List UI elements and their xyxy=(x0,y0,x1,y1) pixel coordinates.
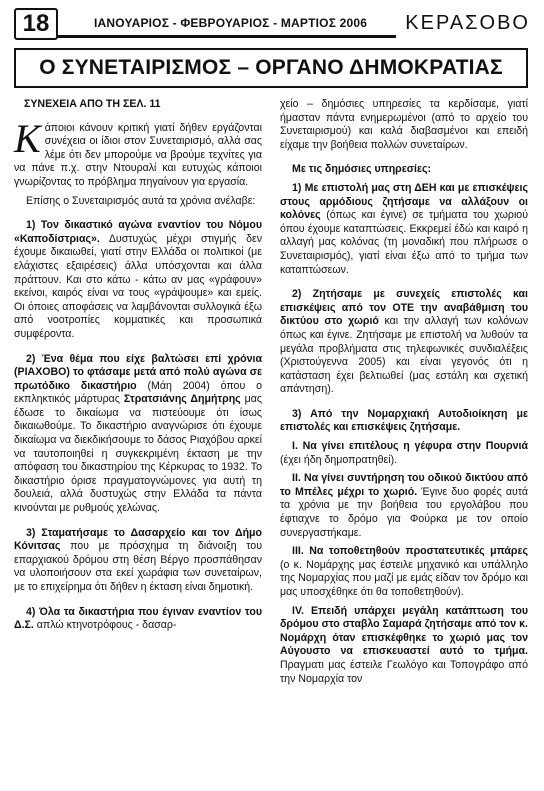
paragraph: ΙΙΙ. Να τοποθετηθούν προστατευτικές μπάρες (ο κ. Νομάρχης μας έστειλε μηχανικό και υπάλληλο της Νομαρχίας που μαζί με εμάς είδαν τον δρόμο και μας υποσχέθηκε ότι θα τοποθετηθούν). xyxy=(280,545,528,598)
publication-name: ΚΕΡΑΣΟΒΟ xyxy=(405,12,530,34)
left-column xyxy=(14,98,262,638)
subheading: Με τις δημόσιες υπηρεσίες: xyxy=(292,163,432,176)
drop-cap: Κ xyxy=(14,115,41,161)
header-rule xyxy=(58,35,396,38)
paragraph: 4) Όλα τα δικαστήρια που έγιναν εναντίον του Δ.Σ. απλώ κτηνοτρόφους - δασαρ- xyxy=(14,605,262,632)
paragraph: Ι. Να γίνει επιτέλους η γέφυρα στην Πουρνιά (έχει ήδη δημοπρατηθεί). xyxy=(280,440,528,466)
paragraph: 2) Ζητήσαμε με συνεχείς επιστολές και επισκέψεις από τον ΟΤΕ την αναβάθμιση του δικτύου στο χωριό και την αλλαγή των κολόνων όπως και έγινε. Ζητήσαμε με επιστολή να λυθούν τα μεγάλα προβλήματα στις τηλεφωνικές συνδιαλέξεις (Χριστούγεννα 2005) και είναι γεγονός ότι η κατάσταση έχει βελτιωθεί (μας εστάλη και σχετική απάντηση). xyxy=(280,288,529,396)
paragraph: 2) Ένα θέμα που είχε βαλτώσει επί χρόνια (ΡΙΑΧΟΒΟ) το φτάσαμε μετά από πολύ αγώνα σε πρωτόδικο δικαστήριο (Μάη 2004) όπου ο εκπληκτικός μάρτυρας Στρατσιάνης Δημήτρης μας έδωσε το δικαίωμα να πιστεύουμε ότι ίσως δικαιωθούμε. Το δικαστήριο αναγνώρισε ότι έχουμε δικαίωμα να διεκδικήσουμε το δάσος Ριαχόβου αρκεί να ταυτοποιηθεί η συγκεκριμένη έκταση με την απόφαση του δικαστηρίου της Κέρκυρας το 1932. Το δικαστήριο όρισε πραγματογνώμονες για αυτή τη δουλειά, αλλά δυστυχώς στην Ελλάδα τα πάντα κινούνται με ρυθμούς χελώνας. xyxy=(14,352,263,515)
page-header xyxy=(14,8,536,38)
intro-paragraph: Κάποιοι κάνουν κριτική γιατί δήθεν εργάζονται συνέχεια οι ίδιοι στον Συνεταιρισμό, αλλά σας λέμε ότι δεν μπορούμε να βρούμε τεχνίτες για να πάνε π.χ. στην Ντουραλί και ευτυχώς κάποιοι γνωρίζοντας το πρόβλημα πηγαίνουν για εργασία. xyxy=(14,115,262,188)
issue-date: ΙΑΝΟΥΑΡΙΟΣ - ΦΕΒΡΟΥΑΡΙΟΣ - ΜΑΡΤΙΟΣ 2006 xyxy=(94,16,368,30)
article-title: Ο ΣΥΝΕΤΑΙΡΙΣΜΟΣ – ΟΡΓΑΝΟ ΔΗΜΟΚΡΑΤΙΑΣ xyxy=(39,56,503,79)
paragraph: 3) Σταματήσαμε το Δασαρχείο και τον Δήμο Κόνιτσας που με πρόσχημα τη διάνοιξη του επαρχιακού δρόμου στη θέση Βέργο προσπάθησαν να υλοποιήσουν στα εκεί χωράφια των συνεταίρων, με το επιχείρημα ότι δήθεν η έκταση είναι δημοτική. xyxy=(14,526,262,593)
paragraph: Επίσης ο Συνεταιρισμός αυτά τα χρόνια ανέλαβε: xyxy=(26,194,256,207)
continuation-note: ΣΥΝΕΧΕΙΑ ΑΠΟ ΤΗ ΣΕΛ. 11 xyxy=(24,98,161,110)
paragraph: 3) Από την Νομαρχιακή Αυτοδιοίκηση με επιστολές και επισκέψεις ζητήσαμε. xyxy=(280,407,528,434)
paragraph: χείο – δημόσιες υπηρεσίες τα κερδίσαμε, γιατί ήμασταν πάντα ενημερωμένοι (από το αρχείο του Συνεταιρισμού) και καλά διαβασμένοι και επειδή είχαμε την βοήθεια πολλών συνεταίρων. xyxy=(280,98,528,151)
paragraph: 1) Τον δικαστικό αγώνα εναντίον του Νόμου «Καποδίστριας». Δυστυχώς μέχρι στιγμής δεν έχουμε δικαιωθεί, γιατί στην Ελλάδα οι πολιτικοί (με ελάχιστες εξαιρέσεις) άλλα υπόσχονται και άλλα πράττουν. Και στο κάτω - κάτω αν μας «γράφουν» εκείνοι, καιρός είναι να τους «γράψουμε» και εμείς. Οι όποιες αποφάσεις να λαμβάνονται συλλογικά έξω από νοοτροπίες κομματικές και προσωπικά συμφέροντα. xyxy=(14,219,262,340)
paragraph: 1) Με επιστολή μας στη ΔΕΗ και με επισκέψεις στους αρμόδιους ζητήσαμε να αλλάξουν οι κολόνες (όπως και έγινε) σε τμήματα του χωριού όπου έχουμε καταπτώσεις. Εκκρεμεί έδώ και καιρό η αλλαγή μας κολόνας (τη μοναδική που πλήρωσε ο Συνεταιρισμός), γιατί είναι έξω από το τμήμα των καταπτώσεων. xyxy=(280,181,528,276)
paragraph: ΙΙ. Να γίνει συντήρηση του οδικού δικτύου από το Μπέλες μέχρι το χωριό. Έγινε δυο φορές αυτά τα χρόνια με την βοήθεια του εργολάβου που έφτιαχνε το δρόμο για Φούρκα με τον οποίο συνεργαστήκαμε. xyxy=(280,472,528,539)
page-number: 18 xyxy=(14,8,58,40)
paragraph: IV. Επειδή υπάρχει μεγάλη κατάπτωση του δρόμου στο σταβλο Σαμαρά ζητήσαμε από τον κ. Νομάρχη όταν επισκέφθηκε το χωριό μας τον Αύγουστο να επισκευαστεί αυτό το τμήμα. Πραγματι μας έστειλε Γεωλόγο και Τοπογράφο από την Νομαρχία τον xyxy=(280,604,528,685)
article-title-box xyxy=(14,48,528,88)
right-column xyxy=(280,98,528,691)
